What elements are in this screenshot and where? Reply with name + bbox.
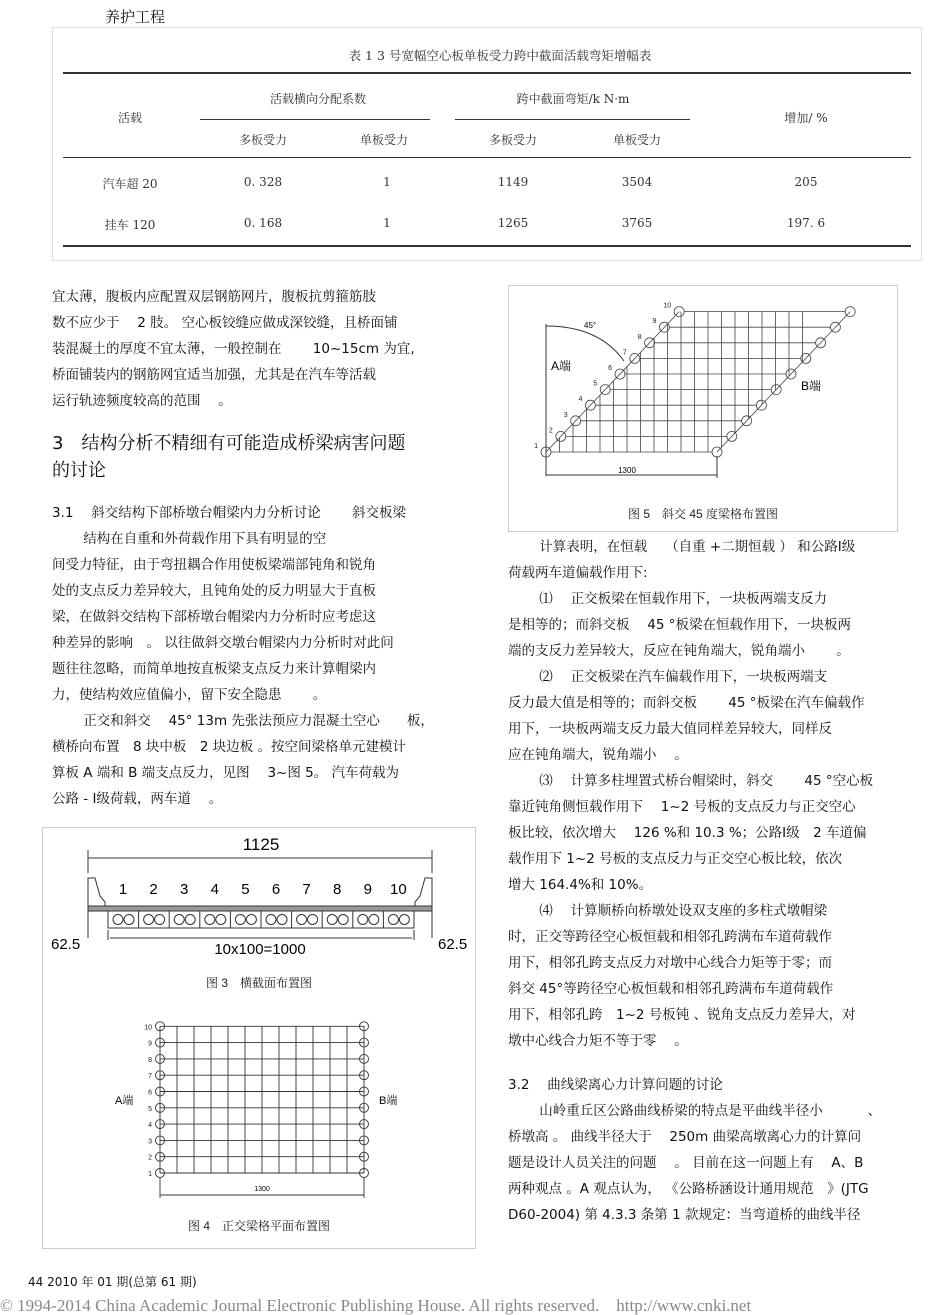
node-number: 3 xyxy=(563,411,568,419)
figure-5 xyxy=(508,285,898,532)
text-line: 3 结构分析不精细有可能造成桥梁病害问题 xyxy=(52,433,406,454)
board-number: 6 xyxy=(271,881,281,898)
void-circle xyxy=(185,915,195,925)
cell: 1149 xyxy=(497,175,529,189)
node-number: 7 xyxy=(622,349,627,357)
table-bottom-rule xyxy=(63,245,911,247)
cell: 挂车 120 xyxy=(104,218,156,232)
text-line: 两种观点 。A 观点认为， 《公路桥涵设计通用规范 》(JTG xyxy=(508,1181,869,1197)
node-number: 6 xyxy=(608,365,612,372)
board-number: 5 xyxy=(241,881,250,898)
th-sub: 单板受力 xyxy=(359,133,409,147)
text-line: 荷载两车道偏载作用下: xyxy=(508,565,648,581)
figure-3-caption: 图 3 横截面布置图 xyxy=(205,976,313,990)
cell: 0. 168 xyxy=(243,216,283,230)
text-line: ⑵ 正交板梁在汽车偏载作用下，一块板两端支 xyxy=(508,669,828,685)
void-circle xyxy=(399,915,409,925)
section-3-heading xyxy=(52,430,405,484)
text-line: 3.1 斜交结构下部桥墩台帽梁内力分析讨论 斜交板梁 xyxy=(52,505,407,521)
board-number: 8 xyxy=(333,881,342,898)
cell: 1265 xyxy=(497,216,529,230)
text-line: 题往往忽略，而简单地按直板梁支点反力来计算帽梁内 xyxy=(52,661,376,677)
skew-grid-diagram xyxy=(509,286,897,531)
table-header-rule xyxy=(63,157,911,158)
board-number: 10 xyxy=(390,881,407,898)
text-line: 用下，相邻孔跨 1~2 号板钝 、锐角支点反力差异大，对 xyxy=(508,1007,856,1023)
void-circle xyxy=(358,915,368,925)
a-end-edge xyxy=(546,312,679,452)
void-circle xyxy=(266,915,276,925)
text-line: 种差异的影响 。 以往做斜交墩台帽梁内力分析时对此问 xyxy=(52,635,394,651)
text-line: 载作用下 1~2 号板的支点反力与正交空心板比较，依次 xyxy=(508,851,843,867)
text-line: 桥墩高 。 曲线半径大于 250m 曲梁高墩离心力的计算问 xyxy=(508,1129,862,1145)
th-sub: 多板受力 xyxy=(488,133,538,147)
figure-3-4 xyxy=(42,827,476,1249)
node-number: 2 xyxy=(548,427,553,435)
text-line: 梁，在做斜交结构下部桥墩台帽梁内力分析时应考虑这 xyxy=(52,609,376,625)
table-top-rule xyxy=(63,72,911,74)
th-sub: 单板受力 xyxy=(612,133,662,147)
side-width-label-right: 62.5 xyxy=(438,936,468,953)
total-width-label: 1125 xyxy=(242,835,280,854)
text-line: 应在钝角端大，锐角端小 。 xyxy=(508,747,688,763)
void-circle xyxy=(216,915,226,925)
text-line: 增大 164.4%和 10%。 xyxy=(508,877,653,893)
text-line: 的讨论 xyxy=(52,460,106,481)
node-number: 9 xyxy=(652,318,657,326)
void-circle xyxy=(277,915,287,925)
text-line: 结构在自重和外荷载作用下具有明显的空 xyxy=(52,531,327,547)
text-line: 靠近钝角侧恒载作用下 1~2 号板的支点反力与正交空心 xyxy=(508,799,856,815)
board-number: 1 xyxy=(118,881,128,898)
th-live: 活载 xyxy=(117,111,143,125)
span-label: 1300 xyxy=(618,466,636,475)
node-number: 8 xyxy=(148,1056,152,1064)
middle-width-label: 10x100=1000 xyxy=(214,941,306,958)
text-line: 间受力特征，由于弯扭耦合作用使板梁端部钝角和锐角 xyxy=(52,557,376,573)
node-number: 8 xyxy=(637,333,642,341)
table-title: 表 1 3 号宽幅空心板单板受力跨中截面活载弯矩增幅表 xyxy=(348,48,652,63)
board-number: 3 xyxy=(180,881,189,898)
side-width-label-left: 62.5 xyxy=(51,936,81,953)
text-line: 反力最大值是相等的；而斜交板 45 °板梁在汽车偏载作 xyxy=(508,695,865,711)
text-line: 斜交 45°等跨径空心板恒载和相邻孔跨满布车道荷载作 xyxy=(508,981,834,997)
text-line: 处的支点反力差异较大，且钝角处的反力明显大于直板 xyxy=(52,583,376,599)
void-circle xyxy=(155,915,165,925)
text-line: 用下，一块板两端支反力最大值同样差异较大，同样反 xyxy=(508,721,832,737)
board-number: 2 xyxy=(149,881,158,898)
cell: 197. 6 xyxy=(786,216,826,230)
text-line: 算板 A 端和 B 端支点反力，见图 3~图 5。 汽车荷载为 xyxy=(52,765,400,781)
a-end-label: A端 xyxy=(551,359,572,373)
text-line: 运行轨迹频度较高的范围 。 xyxy=(52,393,232,409)
node-number: 10 xyxy=(663,302,672,310)
th-group1: 活载横向分配系数 xyxy=(269,92,367,106)
node-number: 5 xyxy=(148,1105,152,1113)
text-line: 数不应少于 2 肢。 空心板铰缝应做成深铰缝，且桥面铺 xyxy=(52,315,398,331)
span-label: 1300 xyxy=(254,1186,270,1193)
right-paragraph-1 xyxy=(508,534,873,1054)
left-paragraph-2 xyxy=(52,500,434,812)
copyright-line: © 1994-2014 China Academic Journal Electronic Publishing House. All rights reserved. http://www.cnki.net xyxy=(0,1296,752,1315)
node-number: 1 xyxy=(148,1171,152,1178)
void-circle xyxy=(369,915,379,925)
cell: 1 xyxy=(383,216,391,230)
text-line: 题是设计人员关注的问题 。 目前在这一问题上有 A、B xyxy=(508,1155,864,1171)
void-circle xyxy=(174,915,184,925)
b-end-label: B端 xyxy=(379,1095,398,1107)
text-line: 宜太薄，腹板内应配置双层钢筋网片，腹板抗剪箍筋肢 xyxy=(52,289,376,305)
text-line: 计算表明，在恒载 （自重 +二期恒载 ） 和公路Ⅰ级 xyxy=(508,539,856,555)
text-line: 板比较，依次增大 126 %和 10.3 %；公路Ⅰ级 2 车道偏 xyxy=(508,825,867,841)
text-line: D60-2004) 第 4.3.3 条第 1 款规定：当弯道桥的曲线半径 xyxy=(508,1207,861,1223)
node-number: 6 xyxy=(148,1089,152,1097)
text-line: ⑶ 计算多柱埋置式桥台帽梁时，斜交 45 °空心板 xyxy=(508,773,874,789)
text-line: 3.2 曲线梁离心力计算问题的讨论 xyxy=(508,1077,723,1093)
text-line: 力，使结构效应值偏小，留下安全隐患 。 xyxy=(52,687,327,703)
cell: 3765 xyxy=(621,216,653,230)
void-circle xyxy=(113,915,123,925)
void-circle xyxy=(297,915,307,925)
text-line: 正交和斜交 45° 13m 先张法预应力混凝土空心 板， xyxy=(52,713,434,729)
text-line: 公路 - Ⅰ级荷载，两车道 。 xyxy=(52,791,223,807)
node-number: 1 xyxy=(534,443,538,450)
node-number: 4 xyxy=(148,1122,152,1130)
cross-section-and-grid-diagram xyxy=(43,828,475,1248)
page-footer xyxy=(28,1273,197,1290)
board-number: 9 xyxy=(363,881,372,898)
figure-5-caption: 图 5 斜交 45 度梁格布置图 xyxy=(627,507,779,521)
node-number: 3 xyxy=(148,1138,152,1146)
angle-label: 45° xyxy=(584,321,597,330)
figure-4-caption: 图 4 正交梁格平面布置图 xyxy=(187,1219,331,1233)
b-end-edge xyxy=(717,312,850,452)
void-circle xyxy=(338,915,348,925)
text-line: 装混凝土的厚度不宜太薄，一般控制在 10~15cm 为宜, xyxy=(52,341,415,357)
void-circle xyxy=(308,915,318,925)
node-number: 5 xyxy=(593,380,598,388)
cell: 汽车超 20 xyxy=(102,177,158,191)
text-line: 端的支反力差异较大，反应在钝角端大，锐角端小 。 xyxy=(508,643,850,659)
th-increase: 增加/ % xyxy=(784,111,828,125)
void-circle xyxy=(205,915,215,925)
section-3-2 xyxy=(508,1072,881,1228)
void-circle xyxy=(327,915,337,925)
node-number: 2 xyxy=(148,1154,152,1162)
text-line: ⑴ 正交板梁在恒载作用下，一块板两端支反力 xyxy=(508,591,828,607)
void-circle xyxy=(388,915,398,925)
table-group-rule xyxy=(455,119,690,120)
text-line: 用下，相邻孔跨支点反力对墩中心线合力矩等于零；而 xyxy=(508,955,832,971)
text-line: ⑷ 计算顺桥向桥墩处设双支座的多柱式墩帽梁 xyxy=(508,903,828,919)
left-paragraph-1 xyxy=(52,284,415,414)
page-number: 44 xyxy=(28,1275,44,1289)
void-circle xyxy=(235,915,245,925)
table-group-rule xyxy=(200,119,430,120)
void-circle xyxy=(124,915,134,925)
text-line: 山岭重丘区公路曲线桥梁的特点是平曲线半径小 、 xyxy=(508,1103,882,1119)
cell: 1 xyxy=(383,175,391,189)
text-line: 是相等的；而斜交板 45 °板梁在恒载作用下，一块板两 xyxy=(508,617,852,633)
board-number: 7 xyxy=(302,881,311,898)
node-number: 7 xyxy=(148,1073,152,1081)
text-line: 墩中心线合力矩不等于零 。 xyxy=(508,1033,688,1049)
cell: 0. 328 xyxy=(243,175,283,189)
node-number: 9 xyxy=(148,1040,152,1048)
text-line: 桥面铺装内的钢筋网宜适当加强，尤其是在汽车等活载 xyxy=(52,367,376,383)
void-circle xyxy=(246,915,256,925)
text-line: 横桥向布置 8 块中板 2 块边板 。按空间梁格单元建模计 xyxy=(52,739,407,755)
b-end-label: B端 xyxy=(801,379,822,393)
node-number: 4 xyxy=(578,396,583,404)
text-line: 时，正交等跨径空心板恒载和相邻孔跨满布车道荷载作 xyxy=(508,929,832,945)
th-sub: 多板受力 xyxy=(238,133,288,147)
issue-info: 2010 年 01 期(总第 61 期) xyxy=(47,1275,197,1289)
a-end-label: A端 xyxy=(115,1095,134,1107)
th-group2: 跨中截面弯矩/k N·m xyxy=(516,92,630,106)
running-header: 养护工程 xyxy=(105,8,166,26)
board-number: 4 xyxy=(210,881,219,898)
cell: 3504 xyxy=(621,175,653,189)
cell: 205 xyxy=(794,175,818,189)
void-circle xyxy=(144,915,154,925)
node-number: 10 xyxy=(144,1024,152,1032)
